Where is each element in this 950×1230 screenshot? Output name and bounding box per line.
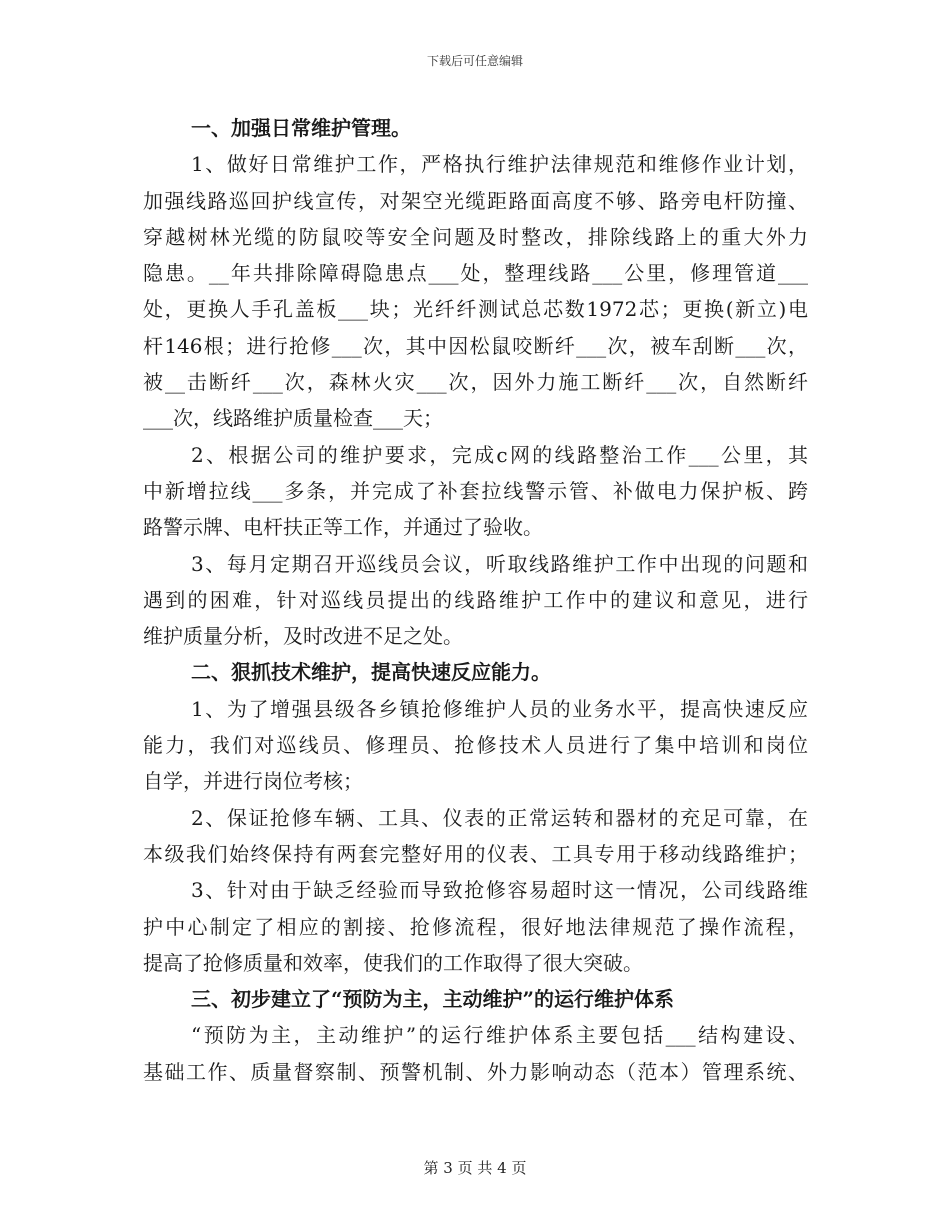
- page-header-note: 下载后可任意编辑: [426, 54, 523, 68]
- paragraph-line: 能力，我们对巡线员、修理员、抢修技术人员进行了集中培训和岗位: [143, 733, 808, 758]
- paragraph-last-line: 提高了抢修质量和效率，使我们的工作取得了很大突破。: [143, 950, 643, 975]
- paragraph-last-line: 自学，并进行岗位考核；: [143, 769, 363, 794]
- paragraph-line: 隐患。__年共排除障碍隐患点___处，整理线路___公里，修理管道___: [143, 261, 808, 286]
- paragraph-first-line: 2、根据公司的维护要求，完成c网的线路整治工作___公里，其: [191, 442, 808, 467]
- paragraph-line: 杆146根；进行抢修___次，其中因松鼠咬断纤___次，被车刮断___次，: [143, 333, 808, 358]
- paragraph-first-line: 3、每月定期召开巡线员会议，听取线路维护工作中出现的问题和: [191, 551, 808, 576]
- paragraph-line: 基础工作、质量督察制、预警机制、外力影响动态（范本）管理系统、: [143, 1059, 808, 1084]
- paragraph-line: 遇到的困难，针对巡线员提出的线路维护工作中的建议和意见，进行: [143, 587, 808, 612]
- page-number: 第 3 页 共 4 页: [423, 1159, 527, 1177]
- paragraph-line: 本级我们始终保持有两套完整好用的仪表、工具专用于移动线路维护；: [143, 841, 808, 866]
- paragraph-line: 处，更换人手孔盖板___块；光纤纤测试总芯数1972芯；更换(新立)电: [143, 297, 808, 322]
- paragraph-last-line: 路警示牌、电杆扶正等工作，并通过了验收。: [143, 515, 543, 540]
- paragraph-first-line: 2、保证抢修车辆、工具、仪表的正常运转和器材的充足可靠，在: [191, 805, 808, 830]
- document-body: [143, 110, 808, 1090]
- paragraph-first-line: 1、为了增强县级各乡镇抢修维护人员的业务水平，提高快速反应: [191, 696, 808, 721]
- paragraph-line: 加强线路巡回护线宣传，对架空光缆距路面高度不够、路旁电杆防撞、: [143, 188, 808, 213]
- paragraph-line: 中新增拉线___多条，并完成了补套拉线警示管、补做电力保护板、跨: [143, 478, 808, 503]
- paragraph-last-line: ___次，线路维护质量检查___天；: [143, 406, 443, 431]
- section-heading: 二、狠抓技术维护，提高快速反应能力。: [191, 660, 551, 685]
- paragraph-first-line: “预防为主，主动维护”的运行维护体系主要包括___结构建设、: [191, 1023, 808, 1048]
- section-heading: 一、加强日常维护管理。: [191, 116, 411, 140]
- paragraph-line: 被__击断纤___次，森林火灾___次，因外力施工断纤___次，自然断纤: [143, 370, 808, 395]
- paragraph-first-line: 3、针对由于缺乏经验而导致抢修容易超时这一情况，公司线路维: [191, 878, 808, 903]
- paragraph-last-line: 维护质量分析，及时改进不足之处。: [143, 624, 463, 649]
- paragraph-first-line: 1、做好日常维护工作，严格执行维护法律规范和维修作业计划，: [191, 152, 808, 177]
- paragraph-line: 护中心制定了相应的割接、抢修流程，很好地法律规范了操作流程，: [143, 914, 808, 939]
- paragraph-line: 穿越树林光缆的防鼠咬等安全问题及时整改，排除线路上的重大外力: [143, 224, 808, 249]
- section-heading: 三、初步建立了“预防为主，主动维护”的运行维护体系: [191, 987, 675, 1012]
